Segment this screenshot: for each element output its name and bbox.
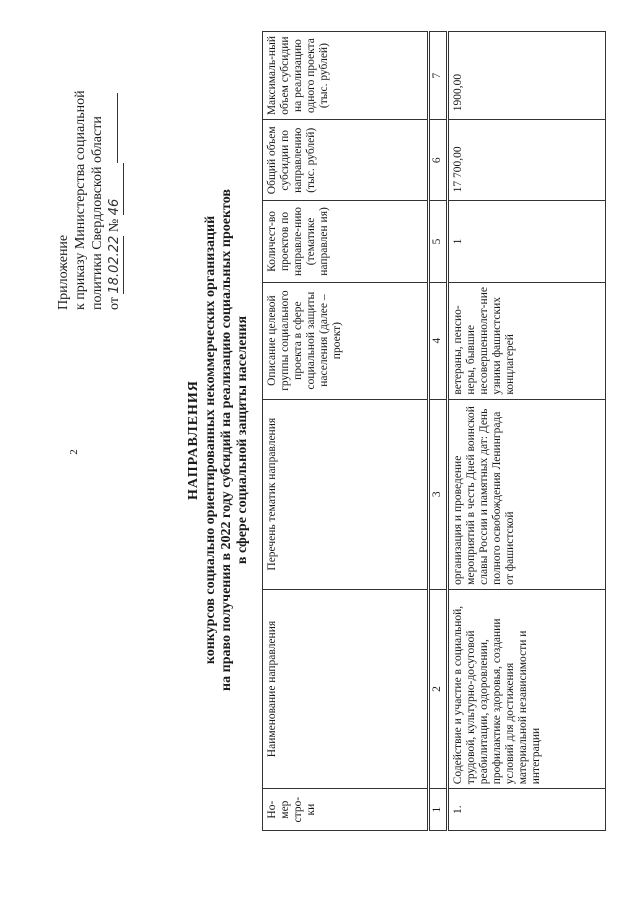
document-title [186, 125, 251, 755]
column-number: 5 [429, 201, 448, 282]
header-row [263, 32, 429, 831]
page-number: 2 [68, 449, 80, 455]
table-row [448, 32, 606, 831]
project-count: 1 [448, 201, 606, 282]
title-line-2: на право получения в 2022 году субсидий на реализацию социальных проектов [219, 189, 234, 691]
number-label: № [107, 218, 122, 233]
header-topics: Перечень тематик направления [263, 399, 429, 589]
direction-topics: организация и проведение мероприятий в честь Дней воинской славы России и памятных дат: День полного освобождения Ленинграда от фашистской [448, 399, 606, 589]
from-label: от [107, 297, 122, 310]
column-number: 2 [429, 589, 448, 788]
column-number: 7 [429, 32, 448, 120]
appendix-line-2: к приказу Министерства социальной [73, 90, 88, 310]
column-number-row [429, 32, 448, 831]
header-total-subsidy: Общий объем субсидии по направлению (тыс. рублей) [263, 120, 429, 201]
appendix-date-line [106, 50, 124, 310]
handwritten-date: 18.02.22 [107, 235, 122, 294]
appendix-line-1: Приложение [56, 234, 71, 310]
header-row-number: Но-мер стро-ки [263, 789, 429, 831]
row-number: 1. [448, 789, 606, 831]
header-target-group: Описание целевой группы социального проекта в сфере социальной защиты населения (далее – проект) [263, 282, 429, 399]
header-direction-name: Наименование направления [263, 589, 429, 788]
title-line-1: конкурсов социально ориентированных некоммерческих организаций [203, 215, 218, 665]
header-project-count: Количест-во проектов по направле-нию (тематике направлен ия) [263, 201, 429, 282]
number-underline [117, 93, 118, 163]
title-line-3: в сфере социальной защиты населения [235, 315, 250, 565]
direction-name: Содействие и участие в социальной, трудовой, культурно-досуговой реабилитации, оздоровлении, профилактике здоровья, создании условий для достижения материальной независимости и интеграции [448, 589, 606, 788]
max-subsidy: 1900,00 [448, 32, 606, 120]
title-heading: НАПРАВЛЕНИЯ [186, 380, 201, 500]
column-number: 1 [429, 789, 448, 831]
appendix-block [55, 50, 124, 310]
target-group: ветераны, пенсио-неры, бывшие несовершеннолет-ние узники фашистских концлагерей [448, 282, 606, 399]
handwritten-number: 46 [106, 163, 124, 215]
column-number: 3 [429, 399, 448, 589]
column-number: 4 [429, 282, 448, 399]
column-number: 6 [429, 120, 448, 201]
appendix-line-3: политики Свердловской области [90, 116, 105, 310]
header-max-subsidy: Максималь-ный объем субсидии на реализацию одного проекта (тыс. рублей) [263, 32, 429, 120]
directions-table [262, 31, 606, 831]
total-subsidy: 17 700,00 [448, 120, 606, 201]
